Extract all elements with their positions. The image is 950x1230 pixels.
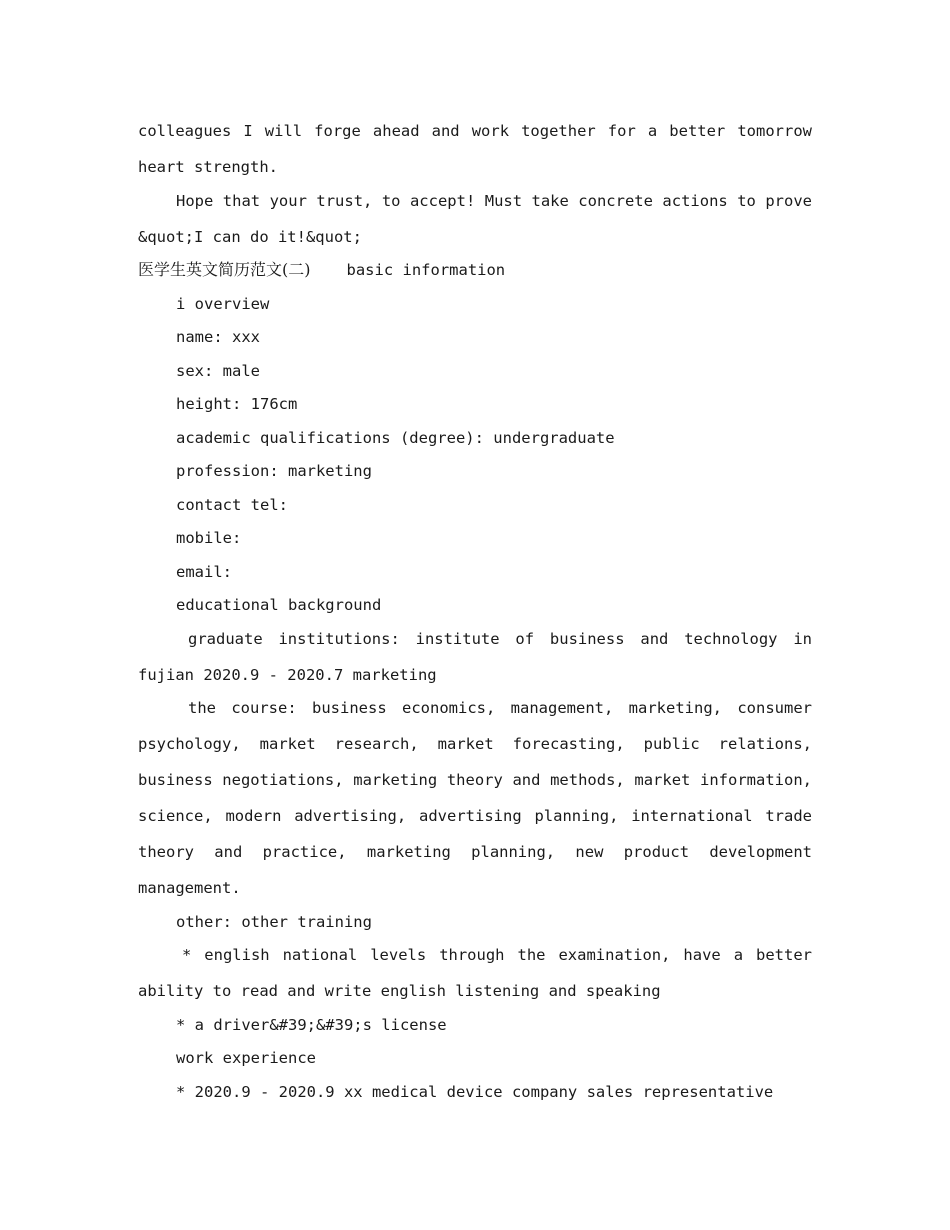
education-institution-line-2: fujian 2020.9 - 2020.7 marketing (138, 665, 437, 684)
overview-profession: profession: marketing (176, 462, 372, 480)
education-institution-line-1: graduate institutions: institute of business and technology in (188, 629, 812, 648)
overview-height: height: 176cm (176, 395, 298, 413)
other-license: * a driver&#39;&#39;s license (176, 1015, 447, 1034)
overview-email: email: (176, 562, 232, 581)
overview-name: name: xxx (176, 328, 260, 346)
intro-line-3: Hope that your trust, to accept! Must take concrete actions to prove (176, 191, 812, 210)
education-course-line-1: the course: business economics, management, marketing, consumer (188, 699, 812, 717)
intro-line-1: colleagues I will forge ahead and work together for a better tomorrow (138, 122, 812, 140)
overview-contact-tel: contact tel: (176, 495, 288, 514)
overview-mobile: mobile: (176, 529, 242, 547)
other-english-line-2: ability to read and write english listening and speaking (138, 982, 661, 1000)
education-course-line-3: business negotiations, marketing theory and methods, market information, (138, 771, 812, 789)
work-heading: work experience (176, 1049, 316, 1067)
education-course-line-5: theory and practice, marketing planning, new product development (138, 843, 812, 861)
overview-qualifications: academic qualifications (degree): undergraduate (176, 428, 615, 447)
education-course-line-2: psychology, market research, market forecasting, public relations, (138, 735, 812, 753)
section-title-cn: 医学生英文简历范文(二) (138, 260, 311, 279)
intro-line-2: heart strength. (138, 158, 278, 176)
education-course-line-6: management. (138, 879, 241, 897)
other-english-line-1: * english national levels through the examination, have a better (182, 946, 812, 964)
work-item-1: * 2020.9 - 2020.9 xx medical device company sales representative (176, 1082, 774, 1101)
section-title-en: basic information (346, 261, 506, 279)
overview-heading: i overview (176, 294, 270, 313)
intro-line-4: &quot;I can do it!&quot; (138, 227, 362, 246)
document-page (138, 116, 812, 1110)
education-course-line-4: science, modern advertising, advertising planning, international trade (138, 807, 812, 825)
overview-sex: sex: male (176, 361, 260, 380)
section-title (138, 255, 812, 289)
education-heading: educational background (176, 596, 382, 614)
other-heading: other: other training (176, 912, 372, 931)
